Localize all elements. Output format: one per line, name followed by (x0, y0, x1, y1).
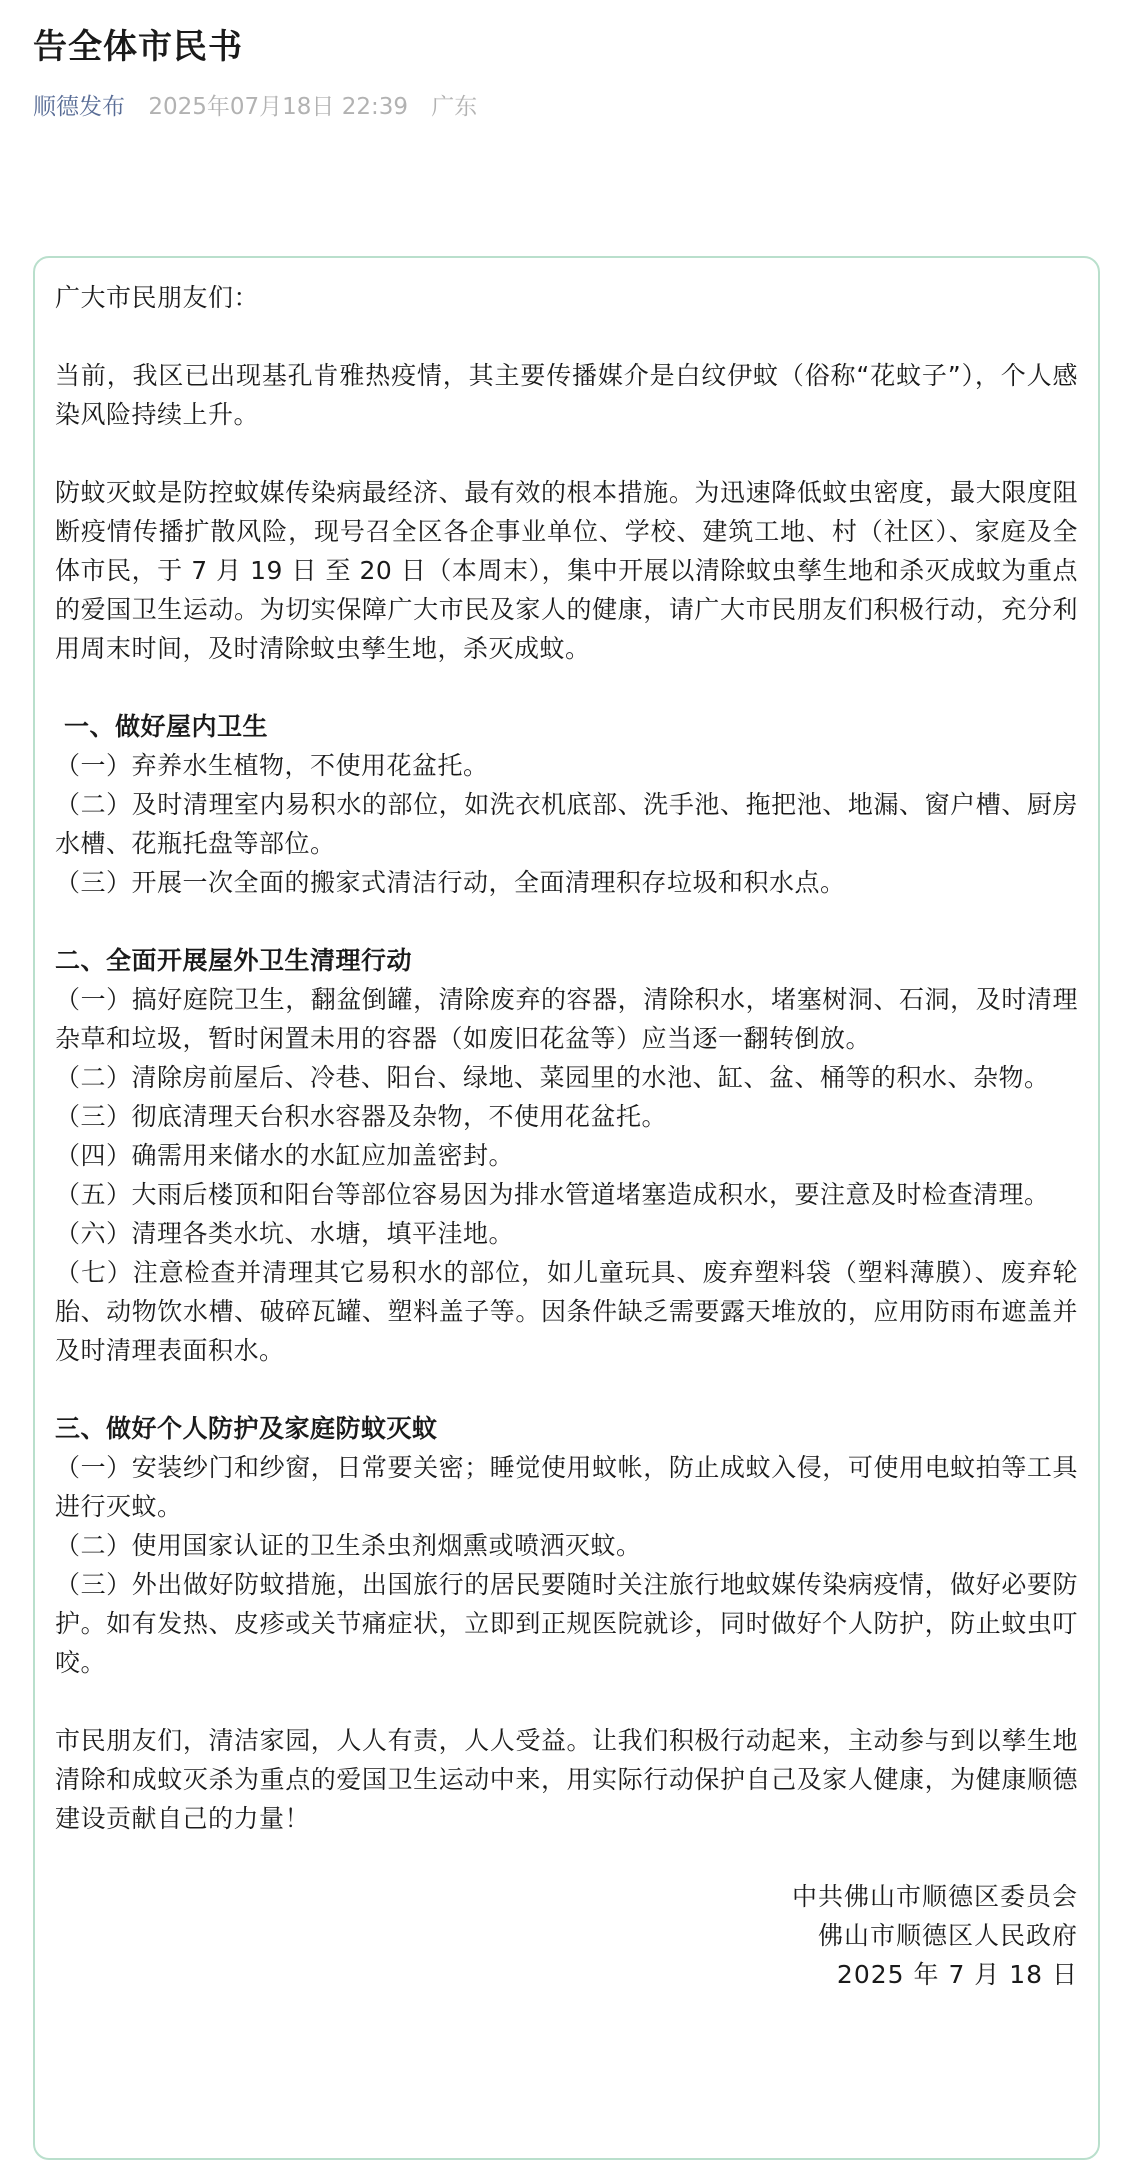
section-2-item: （二）清除房前屋后、冷巷、阳台、绿地、菜园里的水池、缸、盆、桶等的积水、杂物。 (55, 1063, 1050, 1092)
closing-paragraph: 市民朋友们，清洁家园，人人有责，人人受益。让我们积极行动起来，主动参与到以孳生地清除和成蚊灭杀为重点的爱国卫生运动中来，用实际行动保护自己及家人健康，为健康顺德建设贡献自己的力量！ (55, 1726, 1078, 1833)
article-title: 告全体市民书 (33, 27, 243, 67)
section-3-item: （一）安装纱门和纱窗，日常要关密；睡觉使用蚊帐，防止成蚊入侵，可使用电蚊拍等工具进行灭蚊。 (55, 1453, 1078, 1521)
section-heading-2: 二、全面开展屋外卫生清理行动 (55, 946, 413, 975)
section-heading-1: 一、做好屋内卫生 (64, 712, 269, 741)
signature-line: 中共佛山市顺德区委员会 (791, 1882, 1078, 1911)
section-2-item: （六）清理各类水坑、水塘，填平洼地。 (55, 1219, 515, 1248)
section-1-item: （三）开展一次全面的搬家式清洁行动，全面清理积存垃圾和积水点。 (55, 868, 846, 897)
greeting: 广大市民朋友们： (55, 283, 260, 312)
section-2-item: （三）彻底清理天台积水容器及杂物，不使用花盆托。 (55, 1102, 668, 1131)
publish-location: 广东 (431, 94, 478, 120)
publish-date: 2025年07月18日 22:39 (148, 94, 408, 120)
intro-paragraph-2: 防蚊灭蚊是防控蚊媒传染病最经济、最有效的根本措施。为迅速降低蚊虫密度，最大限度阻断疫情传播扩散风险，现号召全区各企事业单位、学校、建筑工地、村（社区）、家庭及全体市民，于 7 月 19 日 至 20 日（本周末），集中开展以清除蚊虫孳生地和杀灭成蚊为重点的爱国卫生运动。为切实保障广大市民及家人的健康，请广大市民朋友们积极行动，充分利用周末时间，及时清除蚊虫孳生地，杀灭成蚊。 (55, 478, 1078, 663)
section-3-item: （二）使用国家认证的卫生杀虫剂烟熏或喷洒灭蚊。 (55, 1531, 642, 1560)
signature-line: 佛山市顺德区人民政府 (817, 1921, 1078, 1950)
section-heading-3: 三、做好个人防护及家庭防蚊灭蚊 (55, 1414, 438, 1443)
section-1-item: （二）及时清理室内易积水的部位，如洗衣机底部、洗手池、拖把池、地漏、窗户槽、厨房水槽、花瓶托盘等部位。 (55, 790, 1078, 858)
intro-paragraph-1: 当前，我区已出现基孔肯雅热疫情，其主要传播媒介是白纹伊蚊（俗称“花蚊子”），个人感染风险持续上升。 (55, 361, 1078, 429)
author-link[interactable]: 顺德发布 (33, 94, 125, 120)
notice-card (33, 256, 1100, 2160)
section-2-item: （四）确需用来储水的水缸应加盖密封。 (55, 1141, 515, 1170)
section-2-item: （七）注意检查并清理其它易积水的部位，如儿童玩具、废弃塑料袋（塑料薄膜）、废弃轮胎、动物饮水槽、破碎瓦罐、塑料盖子等。因条件缺乏需要露天堆放的，应用防雨布遮盖并及时清理表面积水。 (55, 1258, 1078, 1365)
signature-date: 2025 年 7 月 18 日 (836, 1960, 1078, 1989)
article-meta (33, 90, 477, 124)
section-2-item: （五）大雨后楼顶和阳台等部位容易因为排水管道堵塞造成积水，要注意及时检查清理。 (55, 1180, 1050, 1209)
section-2-item: （一）搞好庭院卫生，翻盆倒罐，清除废弃的容器，清除积水，堵塞树洞、石洞，及时清理杂草和垃圾，暂时闲置未用的容器（如废旧花盆等）应当逐一翻转倒放。 (55, 985, 1078, 1053)
section-3-item: （三）外出做好防蚊措施，出国旅行的居民要随时关注旅行地蚊媒传染病疫情，做好必要防护。如有发热、皮疹或关节痛症状，立即到正规医院就诊，同时做好个人防护，防止蚊虫叮咬。 (55, 1570, 1078, 1677)
section-1-item: （一）弃养水生植物，不使用花盆托。 (55, 751, 489, 780)
